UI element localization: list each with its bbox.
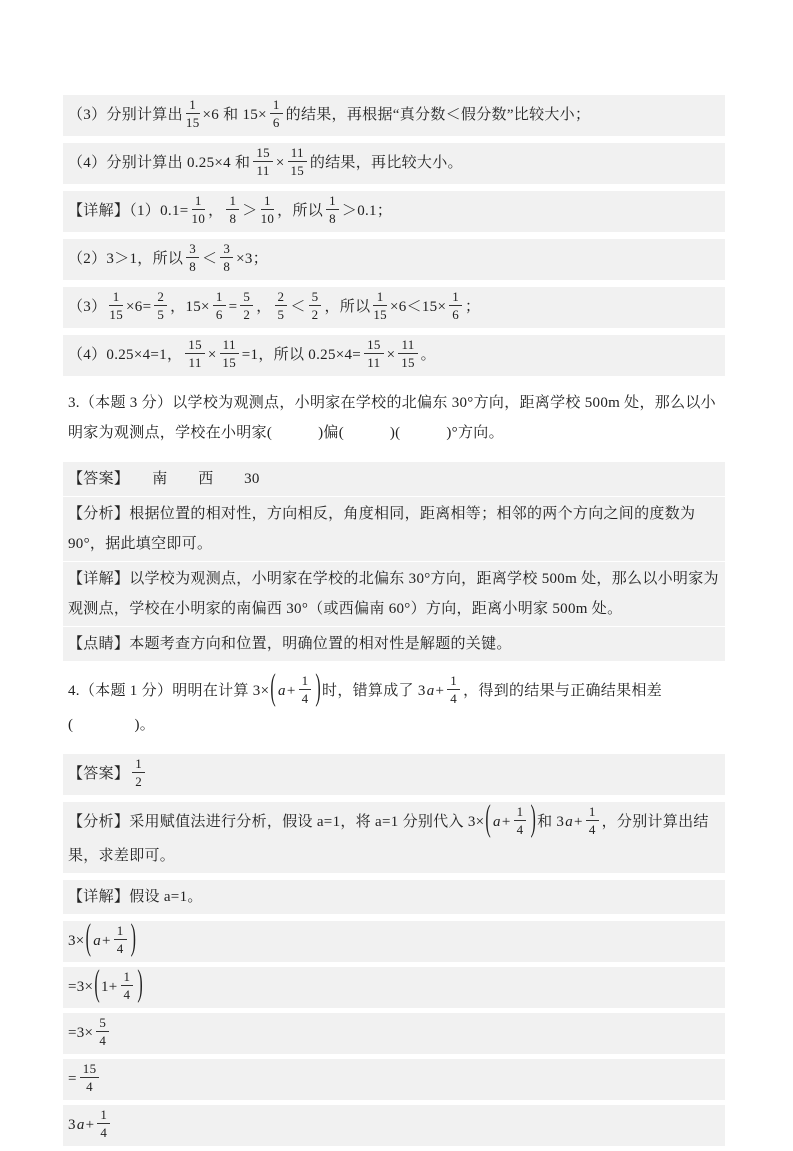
fraction-denominator: 8: [329, 211, 336, 226]
text-run: 3×: [68, 932, 85, 949]
q4-answer: [63, 754, 725, 795]
q3-stem: [63, 386, 725, 450]
fraction-numerator: 1: [373, 289, 387, 306]
text-run: =3×: [68, 978, 94, 995]
fraction-numerator: 11: [220, 337, 239, 354]
fraction-numerator: 1: [186, 97, 200, 114]
text-run: 【详解】假设 a=1。: [68, 889, 203, 905]
fraction-denominator: 10: [191, 211, 206, 226]
fraction-denominator: 4: [99, 1033, 107, 1048]
fraction: [109, 289, 123, 322]
fraction: [213, 289, 226, 322]
fraction: [220, 241, 233, 274]
fraction-denominator: 6: [452, 307, 460, 322]
q3-analysis: [63, 497, 725, 561]
fraction: [270, 97, 283, 130]
fraction-numerator: 3: [186, 241, 199, 258]
fraction-numerator: 1: [121, 969, 134, 986]
fraction-denominator: 2: [243, 307, 251, 322]
q2-explain-step2: [63, 239, 725, 280]
fraction: [447, 673, 460, 706]
fraction-denominator: 15: [290, 163, 305, 178]
q4-explain: [63, 880, 725, 914]
fraction-denominator: 5: [277, 307, 285, 322]
text-run: （3）: [68, 298, 107, 315]
big-left-paren: (: [270, 668, 277, 708]
text-run: ，得到的结果与正确结果相差( )。: [68, 682, 662, 733]
fraction-numerator: 11: [398, 337, 417, 354]
text-run: 1+: [100, 978, 118, 995]
text-run: =: [228, 298, 238, 315]
fraction-denominator: 15: [401, 355, 415, 370]
text-run: ；: [465, 298, 481, 315]
text-run: 【答案】 南 西 30: [68, 471, 260, 487]
fraction: [299, 673, 312, 706]
fraction-denominator: 4: [116, 941, 124, 956]
fraction-numerator: 1: [326, 193, 339, 210]
text-run: 【答案】: [68, 765, 130, 782]
q2-explain-step3: [63, 287, 725, 328]
q2-explain-step4: [63, 335, 725, 376]
fraction-numerator: 1: [270, 97, 283, 114]
fraction: [288, 145, 307, 178]
fraction-numerator: 2: [275, 289, 288, 306]
text-run: （4）分别计算出 0.25×4 和: [68, 154, 251, 171]
text-run: ，所以: [277, 202, 324, 219]
fraction-denominator: 4: [123, 987, 131, 1002]
text-run: 【分析】采用赋值法进行分析，假设 a=1，将 a=1 分别代入 3×: [68, 813, 485, 830]
text-run: 4.（本题 1 分）明明在计算 3×: [68, 682, 270, 699]
fraction-denominator: 5: [157, 307, 165, 322]
fraction-denominator: 4: [301, 691, 309, 706]
text-run: +: [102, 932, 111, 949]
fraction-numerator: 1: [447, 673, 460, 690]
fraction: [226, 193, 239, 226]
fraction-numerator: 1: [114, 923, 127, 940]
fraction-numerator: 1: [449, 289, 462, 306]
q4-step-2: [63, 964, 725, 1008]
text-run: ，分别计算出结果，求差即可。: [68, 813, 709, 864]
fraction-denominator: 2: [311, 307, 319, 322]
fraction-denominator: 11: [256, 163, 270, 178]
math-variable: a: [565, 813, 574, 830]
fraction: [192, 193, 206, 226]
fraction-denominator: 8: [189, 259, 197, 274]
text-run: （4）0.25×4=1，: [68, 346, 183, 363]
text-run: +: [435, 682, 445, 699]
text-run: 的结果，再比较大小。: [309, 154, 463, 171]
fraction-denominator: 11: [188, 355, 202, 370]
fraction: [97, 1107, 110, 1140]
text-run: ×6=: [126, 298, 152, 315]
text-run: 的结果，再根据“真分数＜假分数”比较大小；: [285, 106, 591, 123]
text-run: ×6＜15×: [389, 298, 447, 315]
q3-answer: [63, 462, 725, 496]
text-run: ＞0.1；: [341, 202, 393, 219]
fraction: [364, 337, 384, 370]
fraction-numerator: 1: [261, 193, 275, 210]
text-run: ×6 和 15×: [202, 106, 267, 123]
text-run: +: [501, 813, 511, 830]
q3-note: [63, 627, 725, 661]
fraction-denominator: 15: [109, 307, 124, 322]
fraction-numerator: 15: [80, 1061, 100, 1078]
fraction: [326, 193, 339, 226]
text-run: 和 3: [537, 813, 565, 830]
text-run: （2）3＞1，所以: [68, 250, 184, 267]
text-run: ，: [208, 202, 224, 219]
fraction: [186, 241, 199, 274]
text-run: ，15×: [170, 298, 210, 315]
q4-step-4: [63, 1059, 725, 1100]
fraction-numerator: 1: [132, 756, 145, 773]
fraction-denominator: 4: [86, 1079, 93, 1094]
fraction: [186, 97, 200, 130]
fraction: [240, 289, 253, 322]
fraction-numerator: 1: [109, 289, 123, 306]
text-run: ×: [275, 154, 285, 171]
text-run: ＞: [242, 202, 258, 219]
text-run: +: [286, 682, 296, 699]
fraction-numerator: 15: [253, 145, 273, 162]
fraction-denominator: 15: [222, 355, 237, 370]
q4-step-3: [63, 1013, 725, 1054]
big-right-paren: ): [315, 668, 322, 708]
fraction: [154, 289, 167, 322]
text-run: ，所以: [324, 298, 371, 315]
fraction-numerator: 2: [154, 289, 167, 306]
fraction-denominator: 6: [215, 307, 223, 322]
text-run: 【详解】（1）0.1=: [68, 202, 189, 219]
fraction: [80, 1061, 100, 1094]
text-run: 【分析】根据位置的相对性，方向相反，角度相同，距离相等；相邻的两个方向之间的度数为 90°，据此填空即可。: [68, 506, 696, 552]
fraction-denominator: 2: [135, 774, 143, 789]
fraction-denominator: 15: [373, 307, 387, 322]
big-right-paren: ): [130, 918, 137, 958]
fraction-numerator: 5: [96, 1015, 109, 1032]
text-run: 。: [420, 346, 436, 363]
text-run: =1，所以 0.25×4=: [241, 346, 362, 363]
text-run: =: [68, 1070, 77, 1087]
text-run: 3: [68, 1116, 76, 1133]
text-run: +: [85, 1116, 95, 1133]
fraction: [586, 804, 599, 837]
text-run: 【详解】以学校为观测点，小明家在学校的北偏东 30°方向，距离学校 500m 处，那么以小明家为观测点，学校在小明家的南偏西 30°（或西偏南 60°）方向，距离小明家 500m 处。: [68, 571, 719, 617]
fraction-numerator: 15: [185, 337, 205, 354]
fraction-numerator: 1: [299, 673, 312, 690]
fraction-numerator: 1: [192, 193, 206, 210]
q4-stem: [63, 668, 725, 742]
math-variable: a: [278, 682, 286, 699]
fraction-denominator: 10: [260, 211, 275, 226]
fraction-denominator: 4: [516, 822, 524, 837]
q2-item3: [63, 95, 725, 136]
fraction: [309, 289, 322, 322]
fraction: [514, 804, 527, 837]
fraction-numerator: 1: [514, 804, 527, 821]
fraction-numerator: 11: [288, 145, 307, 162]
fraction: [132, 756, 145, 789]
fraction-denominator: 8: [229, 211, 237, 226]
text-run: （3）分别计算出: [68, 106, 183, 123]
fraction-numerator: 5: [240, 289, 253, 306]
fraction: [373, 289, 387, 322]
math-variable: a: [76, 1116, 85, 1133]
text-run: ，: [256, 298, 272, 315]
text-run: ×: [207, 346, 217, 363]
math-variable: a: [426, 682, 435, 699]
fraction: [121, 969, 134, 1002]
math-variable: a: [93, 932, 102, 949]
math-variable: a: [493, 813, 501, 830]
fraction-denominator: 4: [588, 822, 596, 837]
text-run: ×3；: [236, 250, 269, 267]
big-left-paren: (: [485, 799, 492, 839]
text-run: ＜: [202, 250, 218, 267]
fraction-denominator: 8: [223, 259, 231, 274]
fraction: [220, 337, 239, 370]
fraction: [96, 1015, 109, 1048]
big-right-paren: ): [137, 964, 143, 1004]
fraction-denominator: 4: [450, 691, 458, 706]
big-right-paren: ): [530, 799, 537, 839]
q4-step-5: [63, 1105, 725, 1146]
fraction-numerator: 5: [309, 289, 322, 306]
fraction: [449, 289, 462, 322]
text-run: 3.（本题 3 分）以学校为观测点，小明家在学校的北偏东 30°方向，距离学校 500m 处，那么以小明家为观测点，学校在小明家( )偏( )( )°方向。: [68, 395, 716, 441]
document-body: [63, 95, 725, 1151]
big-left-paren: (: [94, 964, 100, 1004]
fraction-denominator: 11: [367, 355, 381, 370]
text-run: 时，错算成了 3: [322, 682, 426, 699]
fraction: [275, 289, 288, 322]
fraction-denominator: 4: [100, 1125, 108, 1140]
fraction: [253, 145, 273, 178]
fraction-denominator: 15: [185, 115, 200, 130]
q4-step-1: [63, 918, 725, 962]
fraction: [398, 337, 417, 370]
fraction-denominator: 6: [272, 115, 280, 130]
fraction-numerator: 1: [586, 804, 599, 821]
fraction-numerator: 1: [97, 1107, 110, 1124]
text-run: ＜: [290, 298, 306, 315]
fraction-numerator: 1: [226, 193, 239, 210]
fraction: [114, 923, 127, 956]
fraction: [185, 337, 205, 370]
q3-explain: [63, 562, 725, 626]
text-run: +: [574, 813, 583, 830]
fraction-numerator: 1: [213, 289, 226, 306]
text-run: =3×: [68, 1024, 94, 1041]
q2-item4: [63, 143, 725, 184]
q2-explain-step1: [63, 191, 725, 232]
fraction-numerator: 15: [364, 337, 384, 354]
fraction-numerator: 3: [220, 241, 233, 258]
fraction: [261, 193, 275, 226]
text-run: ×: [386, 346, 396, 363]
big-left-paren: (: [85, 918, 92, 958]
q4-analysis: [63, 799, 725, 873]
text-run: 【点睛】本题考查方向和位置，明确位置的相对性是解题的关键。: [68, 636, 512, 652]
